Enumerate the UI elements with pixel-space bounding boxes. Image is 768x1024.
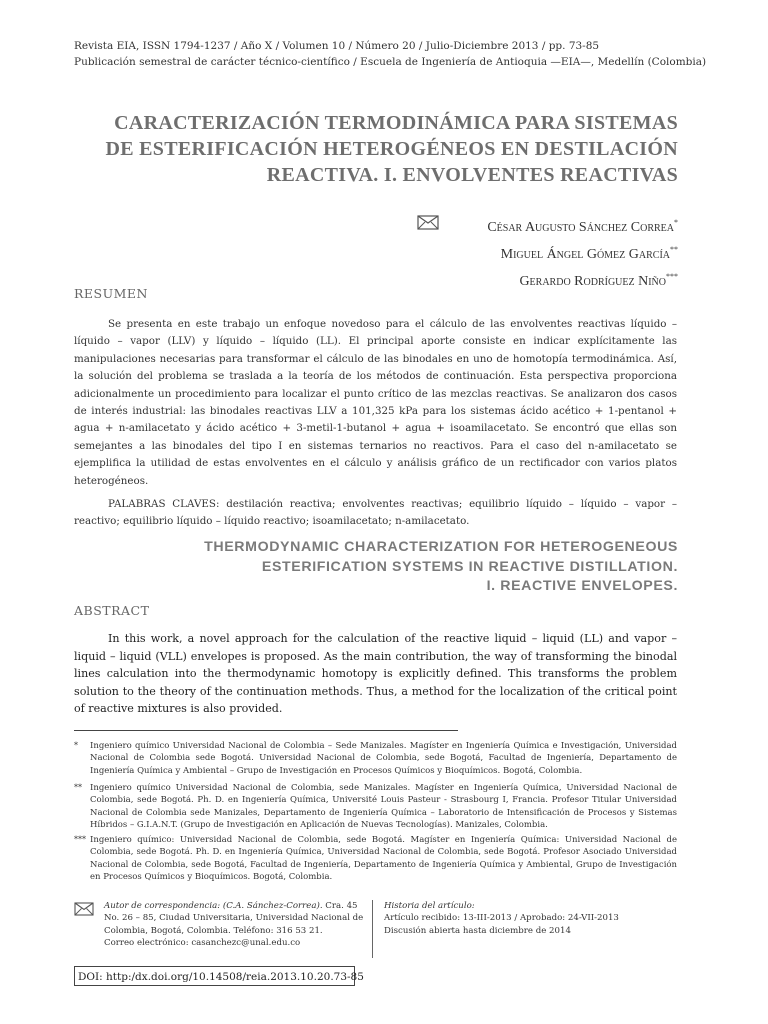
title-en-line3: I. REACTIVE ENVELOPES. <box>486 578 678 594</box>
abstract-body <box>74 630 677 718</box>
author-3: Gerardo Rodríguez Niño*** <box>519 272 678 289</box>
article-title-en <box>204 538 678 597</box>
title-es-line2: DE ESTERIFICACIÓN HETEROGÉNEOS EN DESTILACIÓN <box>105 138 678 160</box>
correspondence-line2: No. 26 – 85, Ciudad Universitaria, Universidad Nacional de <box>104 913 364 924</box>
correspondence-divider <box>372 900 373 958</box>
title-es-line3: REACTIVA. I. ENVOLVENTES REACTIVAS <box>266 164 678 186</box>
title-en-line2: ESTERIFICATION SYSTEMS IN REACTIVE DISTILLATION. <box>261 558 678 575</box>
footnote-rule <box>74 730 458 731</box>
correspondence-block <box>104 900 366 950</box>
footnote-3 <box>74 834 677 884</box>
envelope-icon <box>417 215 439 230</box>
history-discussion: Discusión abierta hasta diciembre de 2014 <box>384 925 571 936</box>
doi-link[interactable]: DOI: http:/dx.doi.org/10.14508/reia.2013.10.20.73-85 <box>74 966 355 986</box>
footnote-3-mark: *** <box>74 835 86 844</box>
abstract-heading: ABSTRACT <box>74 603 150 618</box>
footnote-3-text: Ingeniero químico: Universidad Nacional de Colombia, sede Bogotá. Magíster en Ingeniería Química: Universidad Nacional de Colombia, sede Bogotá. Ph. D. en Ingeniería Química, Universidad Nacional de Colombia, sede Bogotá. Profesor Asociado Universidad Nacional de Colombia, sede Bogotá, Facultad de Ingeniería, Departamento de Ingeniería Química y Ambiental, Grupo de Investigación en Procesos Químicos y Bioquímicos. Bogotá, Colombia. <box>90 835 677 883</box>
history-label: Historia del artículo: <box>384 901 475 911</box>
resumen-heading: RESUMEN <box>74 286 148 301</box>
footnote-2-mark: ** <box>74 783 82 792</box>
resumen-body <box>74 316 677 531</box>
footnote-2 <box>74 782 677 832</box>
abstract-text: In this work, a novel approach for the calculation of the reactive liquid – liquid (LL) and vapor – liquid – liquid (VLL) envelopes is proposed. As the main contribution, the way of transforming the binodal lines calculation into the thermodynamic homotopy is explicitly defined. This transforms the problem solution to the theory of the continuation methods. Thus, a method for the localization of the critical point of reactive mixtures is also provided. <box>74 632 677 716</box>
author-list <box>487 212 678 293</box>
correspondence-line3: Colombia, Bogotá, Colombia. Teléfono: 316 53 21. <box>104 925 323 936</box>
journal-header-line1: Revista EIA, ISSN 1794-1237 / Año X / Volumen 10 / Número 20 / Julio-Diciembre 2013 / pp. 73-85 <box>74 40 600 52</box>
correspondence-email[interactable]: Correo electrónico: casanchezc@unal.edu.co <box>104 938 301 949</box>
footnote-2-text: Ingeniero químico Universidad Nacional de Colombia, sede Manizales. Magíster en Ingeniería Química, Universidad Nacional de Colombia, sede Bogotá. Ph. D. en Ingeniería Química, Université Louis Pasteur - Strasbourg I, Francia. Profesor Titular Universidad Nacional de Colombia sede Manizales, Departamento de Ingeniería Química – Laboratorio de Intensificación de Procesos y Sistemas Híbridos – G.I.A.N.T. (Grupo de Investigación en Aplicación de Nuevas Tecnologías). Manizales, Colombia. <box>90 783 677 831</box>
history-dates: Artículo recibido: 13-III-2013 / Aprobado: 24-VII-2013 <box>384 913 619 924</box>
author-1: César Augusto Sánchez Correa* <box>487 218 678 235</box>
article-title-es <box>105 110 678 188</box>
journal-header-line2: Publicación semestral de carácter técnico-científico / Escuela de Ingeniería de Antioquia —EIA—, Medellín (Colombia) <box>74 56 707 68</box>
correspondence-envelope-icon <box>74 902 94 916</box>
footnote-1 <box>74 740 677 777</box>
resumen-text: Se presenta en este trabajo un enfoque novedoso para el cálculo de las envolventes reactivas líquido – líquido – vapor (LLV) y líquido – líquido (LL). El principal aporte consiste en indicar explícitamente las manipulaciones necesarias para transformar el cálculo de las binodales en uno de homotopía termodinámica. Así, la solución del problema se traslada a la teoría de los métodos de continuación. Esta perspectiva proporciona adicionalmente un procedimiento para localizar el punto crítico de las mezclas reactivas. Se analizaron dos casos de interés industrial: las binodales reactivas LLV a 101,325 kPa para los sistemas ácido acético + 1-pentanol + agua + n-amilacetato y ácido acético + 3-metil-1-butanol + agua + isoamilacetato. Se encontró que ellas son semejantes a las binodales del tipo I en sistemas ternarios no reactivos. Para el caso del n-amilacetato se ejemplifica la utilidad de estas envolventes en el cálculo y análisis gráfico de un rectificador con varios platos heterogéneos. <box>74 318 677 487</box>
resumen-keywords: PALABRAS CLAVES: destilación reactiva; envolventes reactivas; equilibrio líquido – líquido – vapor – reactivo; equilibrio líquido – líquido reactivo; isoamilacetato; n-amilacetato. <box>74 498 677 528</box>
title-en-line1: THERMODYNAMIC CHARACTERIZATION FOR HETEROGENEOUS <box>204 539 678 555</box>
correspondence-line1: Autor de correspondencia: (C.A. Sánchez-Correa). Cra. 45 <box>104 901 358 911</box>
author-2: Miguel Ángel Gómez García** <box>500 245 678 262</box>
footnote-1-text: Ingeniero químico Universidad Nacional de Colombia – Sede Manizales. Magíster en Ingeniería Química e Investigación, Universidad Nacional de Colombia sede Bogotá. Universidad Nacional de Colombia, sede Bogotá, Facultad de Ingeniería, Departamento de Ingeniería Química y Ambiental – Grupo de Investigación en Procesos Químicos y Bioquímicos. Bogotá, Colombia. <box>90 741 677 776</box>
article-history <box>384 900 684 937</box>
title-es-line1: CARACTERIZACIÓN TERMODINÁMICA PARA SISTEMAS <box>114 112 678 134</box>
footnote-1-mark: * <box>74 741 78 750</box>
